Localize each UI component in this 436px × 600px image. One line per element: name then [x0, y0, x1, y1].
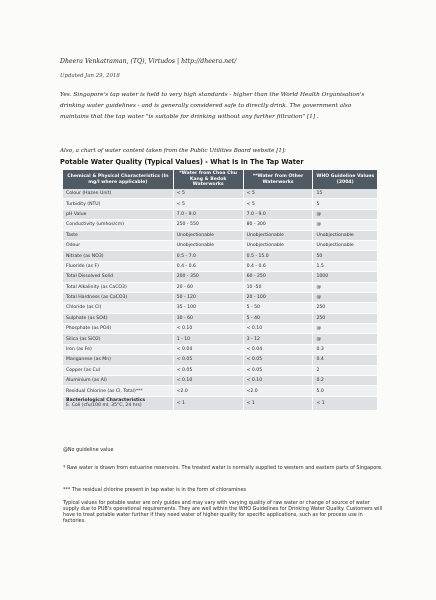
table-row: [63, 209, 378, 219]
row-value-choa-chu-kang-bedok: < 0.04: [173, 344, 243, 354]
row-value-other-waterworks: 5 - 50: [243, 303, 313, 313]
header-characteristics: Chemical & Physical Characteristics (In mg/l where applicable): [63, 170, 173, 189]
row-value-other-waterworks: <2.0: [243, 386, 313, 396]
table-row: [63, 189, 378, 199]
row-characteristic: Aluminium (as Al): [63, 376, 173, 386]
row-value-other-waterworks: < 1: [243, 396, 313, 410]
row-value-choa-chu-kang-bedok: 50 - 120: [173, 292, 243, 302]
row-value-who: 15: [313, 189, 378, 199]
table-row: [63, 272, 378, 282]
row-value-choa-chu-kang-bedok: 1 - 10: [173, 334, 243, 344]
table-row: [63, 303, 378, 313]
table-row: [63, 251, 378, 261]
row-characteristic: Total Dissolved Solid: [63, 272, 173, 282]
row-characteristic: Taste: [63, 230, 173, 240]
updated-date: Updated Jan 29, 2018: [60, 73, 120, 79]
row-value-choa-chu-kang-bedok: 7.0 - 9.0: [173, 209, 243, 219]
intro-sentence: Also, a chart of water content taken from the Public Utilities Board website [1]:: [60, 148, 287, 154]
row-value-who: Unobjectionable: [313, 230, 378, 240]
row-characteristic: Nitrate (as NO3): [63, 251, 173, 261]
row-value-who: Unobjectionable: [313, 240, 378, 250]
row-characteristic: Turbidity (NTU): [63, 199, 173, 209]
row-value-choa-chu-kang-bedok: 30 - 60: [173, 313, 243, 323]
row-characteristic: Odour: [63, 240, 173, 250]
table-row: [63, 365, 378, 375]
row-value-other-waterworks: Unobjectionable: [243, 240, 313, 250]
row-value-choa-chu-kang-bedok: < 1: [173, 396, 243, 410]
row-value-who: 250: [313, 303, 378, 313]
table-header-row: [63, 170, 378, 189]
table-title: Potable Water Quality (Typical Values) - What Is In The Tap Water: [60, 158, 304, 166]
row-value-choa-chu-kang-bedok: Unobjectionable: [173, 230, 243, 240]
row-characteristic: Manganese (as Mn): [63, 355, 173, 365]
header-other-waterworks: **Water from Other Waterworks: [243, 170, 313, 189]
row-value-other-waterworks: 80 - 300: [243, 220, 313, 230]
row-value-other-waterworks: < 0.10: [243, 324, 313, 334]
row-characteristic: Iron (as Fe): [63, 344, 173, 354]
row-value-choa-chu-kang-bedok: < 5: [173, 189, 243, 199]
row-value-choa-chu-kang-bedok: 0.5 - 7.0: [173, 251, 243, 261]
row-value-choa-chu-kang-bedok: 250 - 550: [173, 220, 243, 230]
table-row: [63, 261, 378, 271]
row-value-other-waterworks: < 0.10: [243, 376, 313, 386]
table-row: [63, 230, 378, 240]
row-value-who: 1000: [313, 272, 378, 282]
answer-paragraph: Yes. Singapore's tap water is held to very high standards - higher than the World Health Organisation's drinking water guidelines - and is generally considered safe to directly drink. The government also maintains that the tap water "is suitable for drinking without any further filtration" [1] .: [60, 92, 365, 120]
table-row: [63, 199, 378, 209]
row-value-who: @: [313, 220, 378, 230]
table-row: [63, 376, 378, 386]
water-quality-table: [63, 170, 378, 411]
no-guideline-legend: @No guideline value: [63, 447, 114, 453]
row-value-who: < 1: [313, 396, 378, 410]
table-row: [63, 220, 378, 230]
row-value-other-waterworks: 60 - 250: [243, 272, 313, 282]
row-characteristic: Fluoride (as F): [63, 261, 173, 271]
footnote-raw-water: * Raw water is drawn from estuarine reservoirs. The treated water is normally supplied to western and eastern parts of Singapore.: [63, 465, 383, 471]
table-row: [63, 344, 378, 354]
row-characteristic: Phosphate (as PO4): [63, 324, 173, 334]
row-value-other-waterworks: 0.4 - 0.6: [243, 261, 313, 271]
row-value-who: 0.2: [313, 376, 378, 386]
footnote-residual-chlorine: *** The residual chlorine present in tap water is in the form of chloramines: [63, 487, 247, 493]
row-characteristic: Colour (Hazen Unit): [63, 189, 173, 199]
row-value-choa-chu-kang-bedok: < 0.05: [173, 355, 243, 365]
row-characteristic: Total Hardness (as CaCO3): [63, 292, 173, 302]
table-row: [63, 292, 378, 302]
row-value-who: @: [313, 334, 378, 344]
row-value-who: 0.3: [313, 344, 378, 354]
table-body: [63, 189, 378, 410]
row-value-choa-chu-kang-bedok: <2.0: [173, 386, 243, 396]
row-value-choa-chu-kang-bedok: < 0.05: [173, 365, 243, 375]
row-value-other-waterworks: 0.5 - 15.0: [243, 251, 313, 261]
row-value-who: 0.4: [313, 355, 378, 365]
row-value-who: @: [313, 324, 378, 334]
table-row: [63, 240, 378, 250]
row-characteristic: pH Value: [63, 209, 173, 219]
row-characteristic: Copper (as Cu): [63, 365, 173, 375]
ecoli-label: E. Coli (cfu/100 ml, 35°C, 24 hrs): [66, 403, 142, 409]
row-value-choa-chu-kang-bedok: < 5: [173, 199, 243, 209]
row-value-who: 5.0: [313, 386, 378, 396]
row-value-who: 1.5: [313, 261, 378, 271]
table-row: [63, 313, 378, 323]
row-value-who: @: [313, 209, 378, 219]
row-value-choa-chu-kang-bedok: 35 - 100: [173, 303, 243, 313]
row-value-who: 50: [313, 251, 378, 261]
row-value-other-waterworks: 7.0 - 9.0: [243, 209, 313, 219]
row-value-choa-chu-kang-bedok: < 0.10: [173, 376, 243, 386]
row-characteristic: Sulphate (as SO4): [63, 313, 173, 323]
row-characteristic: Chloride (as Cl): [63, 303, 173, 313]
row-value-who: 5: [313, 199, 378, 209]
table-row: [63, 282, 378, 292]
row-value-other-waterworks: 5 - 40: [243, 313, 313, 323]
row-characteristic: Silica (as SiO2): [63, 334, 173, 344]
row-value-who: 250: [313, 313, 378, 323]
row-value-other-waterworks: Unobjectionable: [243, 230, 313, 240]
author-line: Dheera Venkatraman, (TQ), Virtudos | http://dheera.net/: [60, 58, 237, 65]
row-characteristic: Total Alkalinity (as CaCO3): [63, 282, 173, 292]
row-value-choa-chu-kang-bedok: 0.4 - 0.6: [173, 261, 243, 271]
row-value-other-waterworks: < 0.05: [243, 365, 313, 375]
row-value-choa-chu-kang-bedok: 200 - 350: [173, 272, 243, 282]
row-characteristic: [63, 396, 173, 410]
table-row: [63, 355, 378, 365]
row-value-who: @: [313, 292, 378, 302]
row-value-choa-chu-kang-bedok: Unobjectionable: [173, 240, 243, 250]
row-value-choa-chu-kang-bedok: < 0.10: [173, 324, 243, 334]
table-row: [63, 324, 378, 334]
row-characteristic: Residual Chlorine (as Cl, Total)***: [63, 386, 173, 396]
header-choa-chu-kang-bedok: *Water from Choa Chu Kang & Bedok Waterworks: [173, 170, 243, 189]
row-value-other-waterworks: < 5: [243, 199, 313, 209]
row-value-other-waterworks: < 5: [243, 189, 313, 199]
row-value-who: 2: [313, 365, 378, 375]
row-value-other-waterworks: < 0.04: [243, 344, 313, 354]
header-who-guideline: WHO Guideline Values (2004): [313, 170, 378, 189]
row-value-other-waterworks: 20 - 100: [243, 292, 313, 302]
table-row: [63, 334, 378, 344]
footnote-typical-values: Typical values for potable water are only guides and may vary with varying quality of raw water or change of source of water supply due to PUB's operational requirements. They are well within the WHO Guidelines for Drinking Water Quality. Customers will have to treat potable water further if they need water of higher quality for specific applications, such as for process use in factories.: [63, 500, 383, 525]
row-characteristic: Conductivity (umhos/cm): [63, 220, 173, 230]
row-value-who: @: [313, 282, 378, 292]
row-value-other-waterworks: < 0.05: [243, 355, 313, 365]
row-value-other-waterworks: 10 -50: [243, 282, 313, 292]
table-row: [63, 386, 378, 396]
row-value-other-waterworks: 3 - 12: [243, 334, 313, 344]
bacteriological-label: Bacteriological Characteristics: [66, 398, 146, 404]
table-row-bacteriological: [63, 396, 378, 410]
row-value-choa-chu-kang-bedok: 20 - 60: [173, 282, 243, 292]
